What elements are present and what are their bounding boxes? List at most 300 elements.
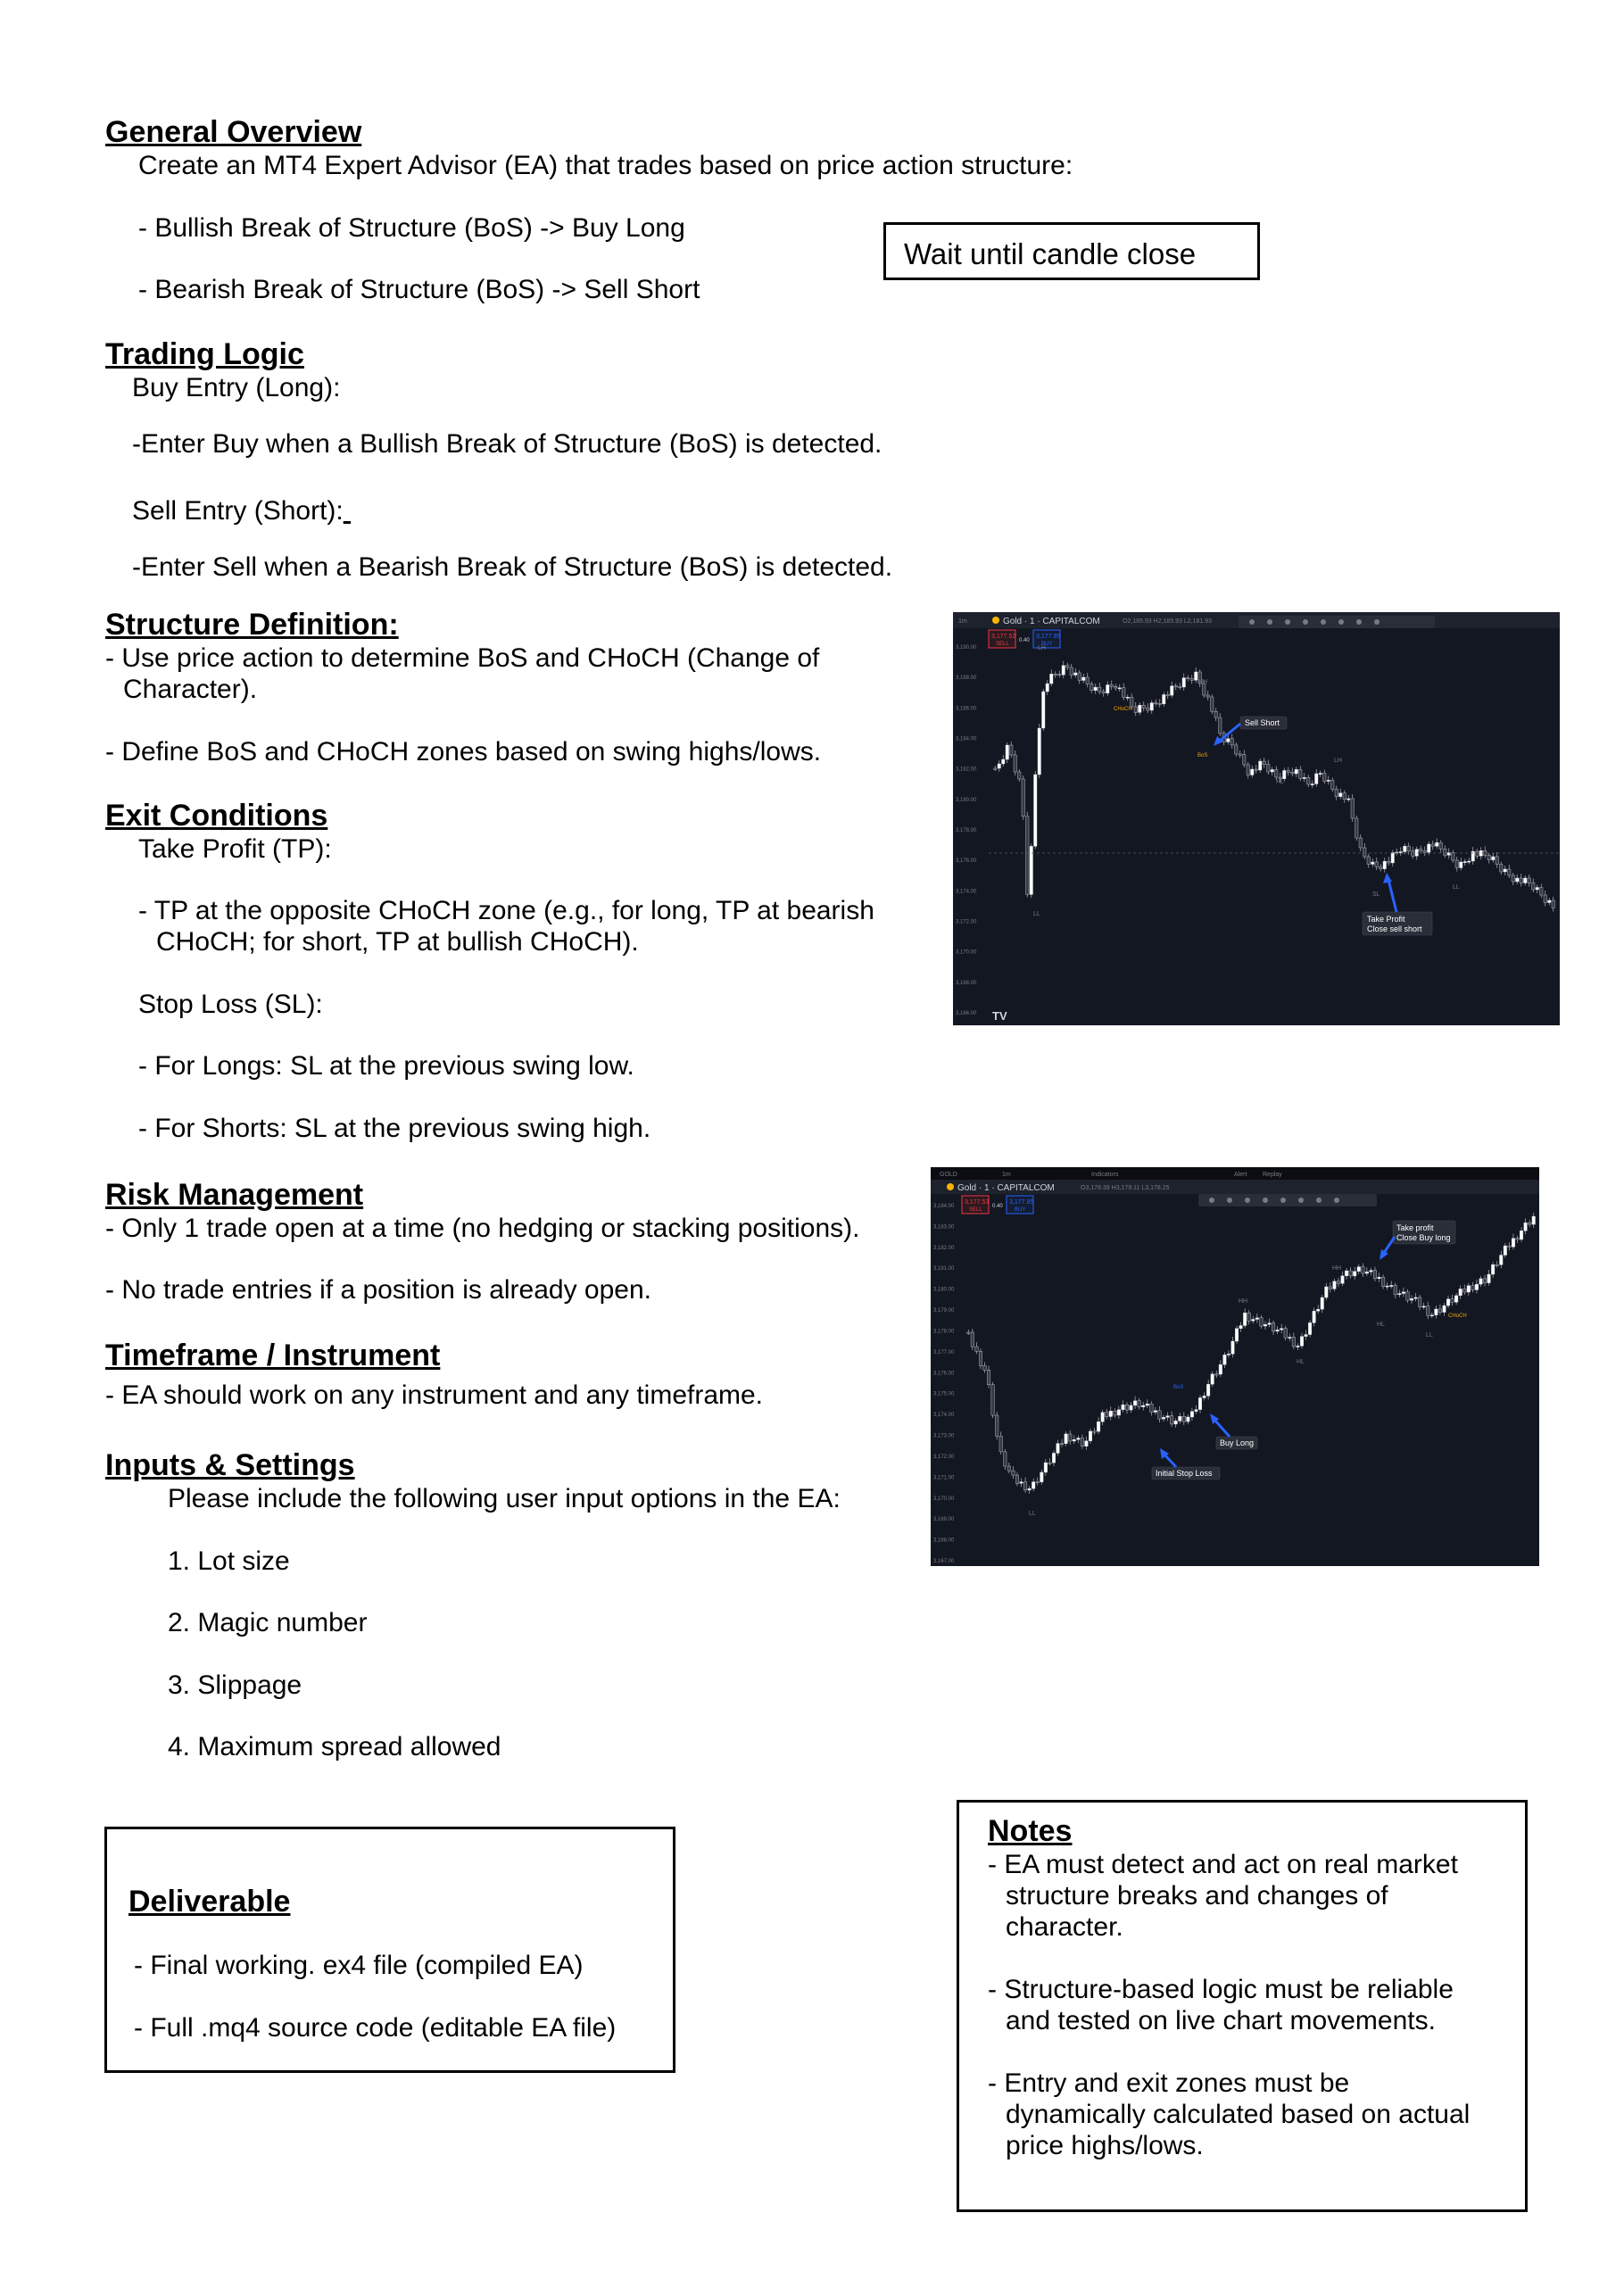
svg-text:Initial Stop Loss: Initial Stop Loss — [1156, 1469, 1213, 1478]
structure-line-1: - Use price action to determine BoS and CHoCH (Change of — [105, 643, 820, 673]
price-scale-label: 3,169.00 — [933, 1517, 955, 1523]
price-scale-label: 3,174.00 — [933, 1413, 955, 1419]
deliverable-item-mq4: - Full .mq4 source code (editable EA file) — [134, 2013, 617, 2043]
candle — [1536, 888, 1539, 891]
candle — [1117, 1410, 1121, 1415]
chart-1-mark: CHoCH — [1114, 707, 1132, 712]
candle — [1391, 853, 1395, 864]
candle — [1040, 1472, 1044, 1482]
candle — [1166, 695, 1170, 696]
section-heading-overview: General Overview — [105, 115, 362, 149]
price-scale-label: 3,168.00 — [956, 980, 977, 986]
candle — [1134, 707, 1138, 712]
candle — [1094, 687, 1098, 691]
section-heading-structure: Structure Definition: — [105, 608, 399, 642]
candle — [1150, 703, 1154, 710]
chart-2-arrow-sl-icon — [1164, 1455, 1176, 1467]
candle — [1060, 1444, 1064, 1445]
candle — [1508, 869, 1512, 875]
chart-1-mark: HL — [1276, 779, 1284, 785]
sl-long: - For Longs: SL at the previous swing low. — [138, 1051, 634, 1081]
candle — [1131, 697, 1134, 707]
candle — [1524, 1223, 1528, 1231]
input-item-magic-number: 2. Magic number — [168, 1608, 368, 1637]
deliverable-item-ex4: - Final working. ex4 file (compiled EA) — [134, 1951, 584, 1980]
chart-2-mark: LL — [1029, 1511, 1036, 1517]
candle — [1138, 1401, 1141, 1407]
svg-text:Close sell short: Close sell short — [1367, 924, 1422, 933]
candle — [1512, 1239, 1515, 1247]
notes-box — [957, 1800, 1528, 2212]
candle — [1147, 708, 1150, 710]
candle — [1163, 695, 1166, 704]
deliverable-heading: Deliverable — [128, 1885, 291, 1919]
candle — [1299, 769, 1303, 778]
chart-2-mark: HH — [1332, 1265, 1342, 1272]
candle — [1158, 703, 1162, 704]
candle — [1532, 1216, 1536, 1224]
candle — [1341, 1276, 1345, 1284]
candle — [1414, 1297, 1418, 1298]
note-1-line-3: character. — [1006, 1912, 1123, 1942]
chart-2-buy-price: 3,177.95 — [1009, 1199, 1034, 1206]
section-heading-trading-logic: Trading Logic — [105, 337, 304, 371]
candle — [1044, 1463, 1048, 1472]
sl-short: - For Shorts: SL at the previous swing high. — [138, 1114, 651, 1143]
candle — [1073, 1439, 1076, 1441]
candle — [1355, 818, 1359, 838]
callout-box — [883, 222, 1260, 280]
candle — [1032, 1482, 1035, 1489]
candle — [1520, 1231, 1523, 1239]
candle — [1155, 703, 1158, 704]
price-scale-label: 3,190.00 — [956, 645, 977, 651]
chart-2-mark: LL — [1426, 1332, 1433, 1339]
candle — [1239, 1326, 1243, 1329]
candle — [1430, 1315, 1434, 1316]
candle — [994, 768, 998, 769]
input-item-lot-size: 1. Lot size — [168, 1546, 290, 1576]
candle — [1276, 1330, 1280, 1331]
candle — [1219, 717, 1222, 734]
candle — [1327, 780, 1330, 781]
candle — [1295, 769, 1298, 774]
chart-1-mark: SL — [1372, 891, 1380, 898]
svg-text:Buy Long: Buy Long — [1220, 1438, 1255, 1447]
tp-label: Take Profit (TP): — [138, 834, 332, 864]
notes-heading: Notes — [988, 1814, 1073, 1848]
chart-1-mark: LL — [1453, 884, 1460, 891]
candle — [979, 1351, 982, 1365]
input-item-max-spread: 4. Maximum spread allowed — [168, 1732, 501, 1761]
candle — [1463, 862, 1467, 863]
candle — [1307, 777, 1311, 784]
candle — [1544, 895, 1547, 903]
price-scale-label: 3,178.00 — [956, 828, 977, 833]
candle — [1443, 1305, 1446, 1312]
candle — [1406, 1292, 1410, 1300]
price-scale-label: 3,180.00 — [956, 797, 977, 803]
candle — [1284, 1329, 1288, 1338]
candle — [1321, 1297, 1324, 1309]
candle — [1287, 771, 1290, 773]
candle — [1062, 666, 1065, 675]
candle — [1247, 1313, 1251, 1321]
candle — [1070, 667, 1073, 676]
tp-line-1: - TP at the opposite CHoCH zone (e.g., for long, TP at bearish — [138, 896, 874, 925]
gold-symbol-icon — [992, 617, 999, 624]
price-scale-label: 3,172.00 — [956, 919, 977, 925]
sl-label: Stop Loss (SL): — [138, 990, 323, 1019]
candle — [1090, 684, 1094, 690]
candle — [1500, 865, 1504, 873]
chart-2-alert-button[interactable]: Alert — [1234, 1172, 1247, 1178]
candle — [1066, 666, 1070, 667]
candle — [1179, 686, 1182, 687]
candle — [991, 1385, 995, 1415]
candle — [1435, 1309, 1438, 1315]
price-scale-label: 3,179.00 — [933, 1308, 955, 1314]
chart-1-mark: LH — [1038, 645, 1046, 651]
price-scale-label: 3,182.00 — [956, 767, 977, 773]
candle — [1496, 1264, 1499, 1265]
candle — [1141, 1405, 1145, 1407]
sell-entry-item: -Enter Sell when a Bearish Break of Structure (BoS) is detected. — [132, 552, 893, 582]
candle — [1089, 1431, 1092, 1441]
buy-entry-item: -Enter Buy when a Bullish Break of Structure (BoS) is detected. — [132, 429, 882, 459]
candle — [1468, 861, 1471, 862]
candle — [1022, 779, 1025, 816]
candle — [1030, 846, 1033, 894]
candle — [1078, 673, 1081, 681]
candle — [1540, 888, 1544, 896]
candle — [1227, 739, 1230, 742]
candle — [1402, 1292, 1405, 1294]
candle — [1438, 1309, 1442, 1313]
candle — [1130, 1405, 1133, 1410]
tradingview-logo: TV — [992, 1009, 1007, 1023]
candle — [1133, 1401, 1137, 1405]
candle — [1267, 765, 1271, 773]
candle — [1491, 1264, 1495, 1274]
candle — [1086, 677, 1090, 684]
candle — [995, 1415, 998, 1436]
candle — [1018, 772, 1022, 779]
structure-line-2: - Define BoS and CHoCH zones based on swing highs/lows. — [105, 737, 822, 767]
candle — [1313, 1311, 1316, 1322]
candle — [1187, 1417, 1190, 1422]
candle — [1452, 853, 1455, 861]
chart-1-svg — [953, 612, 1560, 1025]
candle — [1101, 1413, 1105, 1422]
candle — [1303, 777, 1306, 778]
chart-2-arrow-buy-icon — [1214, 1420, 1230, 1437]
candle — [1467, 1286, 1471, 1292]
candle — [1370, 1271, 1373, 1272]
chart-1-mark: BoS — [1197, 753, 1208, 758]
candle — [1006, 745, 1009, 759]
candle — [1459, 1289, 1462, 1295]
gold-symbol-icon — [947, 1183, 954, 1190]
candle — [1353, 1272, 1356, 1276]
candle — [1460, 862, 1463, 868]
candle — [1010, 745, 1014, 755]
candle — [1097, 1422, 1100, 1431]
candle — [1065, 1434, 1068, 1444]
candle — [1190, 679, 1194, 681]
price-scale-label: 3,180.00 — [933, 1287, 955, 1293]
candle — [1386, 1286, 1389, 1287]
candle — [1305, 1335, 1308, 1337]
candle — [1359, 838, 1363, 848]
candle — [1038, 728, 1041, 775]
price-scale-label: 3,176.00 — [933, 1371, 955, 1377]
chart-2-buy-label: BUY — [1015, 1207, 1026, 1213]
candle — [1471, 1286, 1475, 1290]
chart-2-mark: HL — [1377, 1322, 1385, 1328]
inputs-intro: Please include the following user input options in the EA: — [168, 1484, 841, 1513]
chart-2-tag-take-profit — [1393, 1221, 1455, 1244]
candle — [999, 1436, 1003, 1452]
chart-2-replay-button[interactable]: Replay — [1263, 1172, 1282, 1178]
candle — [1074, 673, 1078, 676]
timeframe-line-1: - EA should work on any instrument and any timeframe. — [105, 1380, 764, 1410]
chart-1-ohlc: O2,185.93 H2,185.93 L2,181.93 — [1123, 618, 1213, 625]
candle — [1235, 745, 1239, 754]
candle — [1373, 1271, 1377, 1279]
candle — [1423, 851, 1427, 853]
price-scale-label: 3,168.00 — [933, 1538, 955, 1544]
candle — [1122, 1405, 1125, 1409]
price-scale-label: 3,166.00 — [956, 1011, 977, 1016]
candle — [1516, 878, 1520, 882]
candle — [1206, 695, 1210, 697]
candle — [1380, 866, 1383, 869]
candle — [1203, 1396, 1206, 1397]
chart-2-top-symbol: GOLD — [940, 1172, 957, 1178]
candle — [1211, 1374, 1214, 1384]
candle — [1109, 1411, 1113, 1416]
candle — [1528, 878, 1531, 883]
candle — [1496, 857, 1499, 865]
candle — [1283, 771, 1287, 779]
overview-bullet-bullish: - Bullish Break of Structure (BoS) -> Buy Long — [138, 213, 685, 243]
candle — [1243, 755, 1247, 766]
candle — [1214, 711, 1218, 717]
structure-line-1-cont: Character). — [123, 675, 258, 704]
candle — [1158, 1411, 1162, 1419]
candle — [1426, 1306, 1429, 1315]
section-heading-inputs: Inputs & Settings — [105, 1448, 355, 1482]
candle — [1329, 1287, 1332, 1289]
chart-2-arrow-tp-icon — [1384, 1237, 1395, 1253]
candle — [1323, 774, 1327, 782]
candle — [1365, 1272, 1369, 1273]
candle — [1247, 765, 1250, 775]
candle — [1004, 1452, 1007, 1466]
candle — [1552, 900, 1555, 908]
candle — [1418, 1297, 1421, 1306]
candle — [1337, 1281, 1340, 1283]
chart-screenshot-buy-long — [931, 1167, 1539, 1566]
section-heading-timeframe: Timeframe / Instrument — [105, 1339, 441, 1372]
candle — [1462, 1289, 1466, 1292]
candle — [1263, 761, 1266, 765]
candle — [1081, 1438, 1084, 1446]
candle — [1492, 857, 1496, 860]
price-scale-label: 3,167.00 — [933, 1559, 955, 1564]
input-item-slippage: 3. Slippage — [168, 1670, 302, 1700]
candle — [1532, 883, 1536, 891]
candle — [1126, 697, 1130, 698]
candle — [1255, 1318, 1259, 1320]
price-scale-label: 3,181.00 — [933, 1266, 955, 1272]
candle — [971, 1332, 974, 1347]
candle — [1231, 1341, 1235, 1354]
candle — [975, 1347, 979, 1351]
chart-2-indicators-button[interactable]: Indicators — [1091, 1172, 1119, 1178]
candle — [1020, 1482, 1023, 1484]
candle — [1178, 1416, 1181, 1421]
chart-1-buy-label: BUY — [1041, 642, 1053, 647]
candle — [1106, 685, 1110, 693]
risk-line-1: - Only 1 trade open at a time (no hedging or stacking positions). — [105, 1214, 860, 1243]
candle — [1362, 1267, 1365, 1273]
candle — [1410, 1298, 1413, 1300]
candle — [1023, 1482, 1027, 1490]
candle — [1162, 1417, 1165, 1419]
candle — [1251, 769, 1255, 775]
chart-2-spread: 0.40 — [992, 1204, 1003, 1209]
candle — [1085, 1441, 1089, 1446]
price-scale-label: 3,172.00 — [933, 1454, 955, 1460]
candle — [1230, 739, 1234, 745]
candle — [1428, 844, 1431, 852]
candle — [1483, 1279, 1487, 1283]
note-2-line-1: - Structure-based logic must be reliable — [988, 1975, 1454, 2004]
candle — [1028, 1488, 1032, 1490]
chart-1-mark: LL — [1033, 911, 1040, 917]
candle — [1002, 759, 1006, 764]
candle — [1420, 850, 1423, 851]
candle — [1319, 774, 1322, 775]
price-scale-label: 3,174.00 — [956, 889, 977, 895]
candle — [1007, 1466, 1011, 1471]
candle — [1125, 1405, 1129, 1410]
chart-2-ohlc: O3,178.39 H3,179.11 L3,178.25 — [1081, 1185, 1170, 1191]
candle — [1105, 1413, 1108, 1417]
candle — [1297, 1346, 1300, 1347]
price-scale-label: 3,186.00 — [956, 706, 977, 712]
candle — [1300, 1337, 1304, 1347]
candle — [1082, 677, 1086, 681]
candle — [1404, 846, 1407, 851]
chart-1-tag-take-profit — [1363, 912, 1432, 935]
candle — [1214, 1374, 1218, 1375]
candle — [987, 1370, 990, 1384]
candle — [1378, 1277, 1381, 1279]
price-scale-label: 3,182.00 — [933, 1245, 955, 1251]
candle — [1014, 755, 1017, 772]
candle — [1363, 848, 1367, 857]
sell-entry-label: Sell Entry (Short): — [132, 496, 344, 526]
price-scale-label: 3,173.00 — [933, 1433, 955, 1439]
candle — [1195, 1410, 1198, 1412]
candle — [1174, 1421, 1178, 1424]
buy-entry-label: Buy Entry (Long): — [132, 373, 341, 402]
candle — [1398, 1294, 1402, 1295]
candle — [1315, 774, 1319, 784]
chart-1-spread: 0.40 — [1019, 638, 1030, 643]
candle — [1252, 1320, 1255, 1322]
candle — [1114, 1411, 1117, 1415]
candle — [1259, 761, 1263, 770]
chart-1-symbol: Gold · 1 · CAPITALCOM — [1003, 617, 1100, 626]
chart-2-tag-buy-long — [1216, 1437, 1257, 1449]
candle — [1271, 770, 1274, 773]
chart-2-mark: CHoCH — [1448, 1314, 1467, 1319]
candle — [1548, 900, 1552, 903]
candle — [1227, 1354, 1230, 1355]
candle — [1520, 878, 1523, 883]
candle — [1219, 1364, 1222, 1374]
chart-2-symbol: Gold · 1 · CAPITALCOM — [957, 1183, 1055, 1193]
candle — [1347, 799, 1351, 800]
svg-text:Take Profit: Take Profit — [1367, 915, 1405, 924]
candle — [1264, 1324, 1267, 1326]
price-scale-label: 3,176.00 — [956, 858, 977, 865]
candle — [1389, 1285, 1393, 1286]
candle — [1146, 1404, 1149, 1405]
chart-1-arrow-tp-icon — [1388, 880, 1396, 912]
candle — [1454, 1296, 1458, 1302]
candle — [1439, 842, 1443, 849]
candle — [1036, 1482, 1040, 1483]
candle — [1206, 1384, 1210, 1396]
price-scale-label: 3,177.00 — [933, 1349, 955, 1355]
candle — [1504, 869, 1507, 872]
candle — [1056, 1444, 1060, 1454]
section-heading-risk: Risk Management — [105, 1178, 364, 1212]
candle — [1288, 1338, 1292, 1339]
price-scale-label: 3,170.00 — [933, 1496, 955, 1502]
candle — [1154, 1411, 1157, 1413]
candle — [1114, 686, 1118, 688]
chart-1-tag-sell-short — [1240, 717, 1287, 729]
candle — [1046, 684, 1049, 692]
candle — [1042, 692, 1046, 728]
price-scale-label: 3,184.00 — [933, 1204, 955, 1209]
candle — [1399, 852, 1403, 853]
svg-text:Close Buy long: Close Buy long — [1396, 1233, 1451, 1242]
candle — [1170, 1416, 1173, 1424]
candle — [1239, 754, 1242, 755]
candle — [1098, 687, 1102, 692]
candle — [1484, 850, 1487, 855]
candle — [1034, 775, 1038, 846]
candle — [1375, 862, 1379, 866]
candle — [1211, 697, 1214, 711]
candle — [1444, 849, 1447, 855]
candle — [1524, 878, 1528, 883]
chart-1-timeframe: 1m — [958, 618, 967, 625]
candle — [1272, 1323, 1275, 1331]
chart-2-toolbar — [1198, 1194, 1377, 1206]
candle — [1335, 789, 1338, 796]
price-scale-label: 3,170.00 — [956, 949, 977, 956]
price-scale-label: 3,184.00 — [956, 736, 977, 742]
chart-2-tag-stop-loss — [1152, 1467, 1220, 1480]
